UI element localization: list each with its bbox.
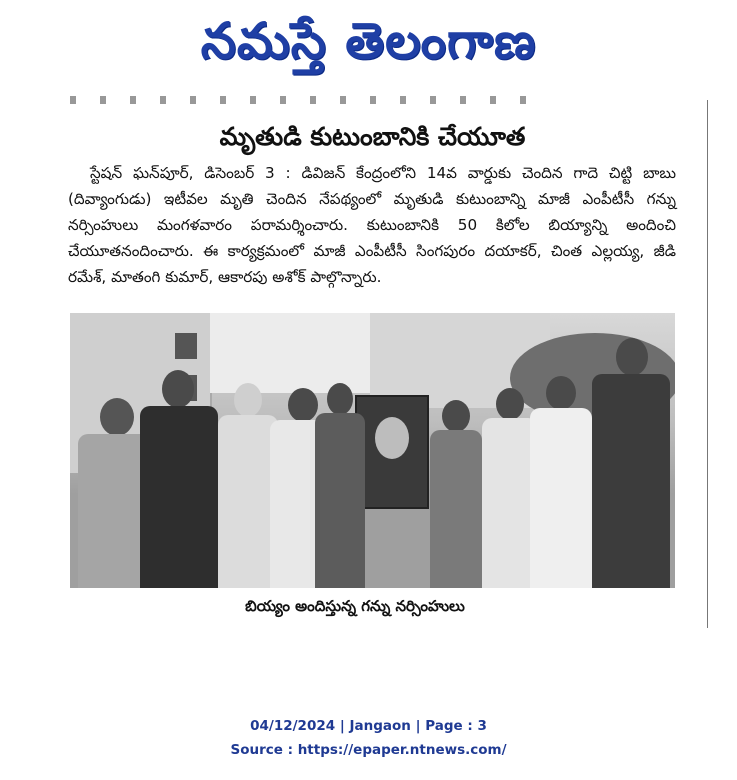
photo-person <box>430 400 482 588</box>
photo-person <box>140 370 218 588</box>
footer-source-link[interactable]: Source : https://epaper.ntnews.com/ <box>230 742 507 758</box>
photo-caption: బియ్యం అందిస్తున్న గన్ను నర్సింహులు <box>245 597 465 615</box>
photo-person <box>592 338 670 588</box>
news-photo <box>70 313 675 588</box>
photo-person <box>218 383 278 588</box>
article-headline: మృతుడి కుటుంబానికి చేయూత <box>219 122 526 151</box>
photo-portrait-frame <box>355 395 429 509</box>
masthead-logo: నమస్తే తెలంగాణ <box>200 12 537 70</box>
footer-date-location-page: 04/12/2024 | Jangaon | Page : 3 <box>250 718 487 734</box>
photo-person <box>315 383 365 588</box>
photo-person <box>530 376 592 588</box>
clipping-edge-divider <box>70 96 550 104</box>
article-body: స్టేషన్ ఘన్‌పూర్, డిసెంబర్ 3 : డివిజన్ కేంద్రంలోని 14వ వార్డుకు చెందిన గాదె చిట్టి బాబు (దివ్యాంగుడు) ఇటీవల మృతి చెందిన నేపథ్యంలో మృతుడి కుటుంబాన్ని మాజీ ఎంపీటీసీ గన్ను నర్సింహులు మంగళవారం పరామర్శించారు. కుటుంబానికి 50 కిలోల బియ్యాన్ని అందించి చేయూతనందించారు. ఈ కార్యక్రమంలో మాజీ ఎంపీటీసీ సింగపురం దయాకర్, చింత ఎల్లయ్య, జీడి రమేశ్, మాతంగి కుమార్, ఆకారపు అశోక్ పాల్గొన్నారు. <box>68 164 676 286</box>
photo-window <box>175 333 197 359</box>
column-rule <box>707 100 708 628</box>
